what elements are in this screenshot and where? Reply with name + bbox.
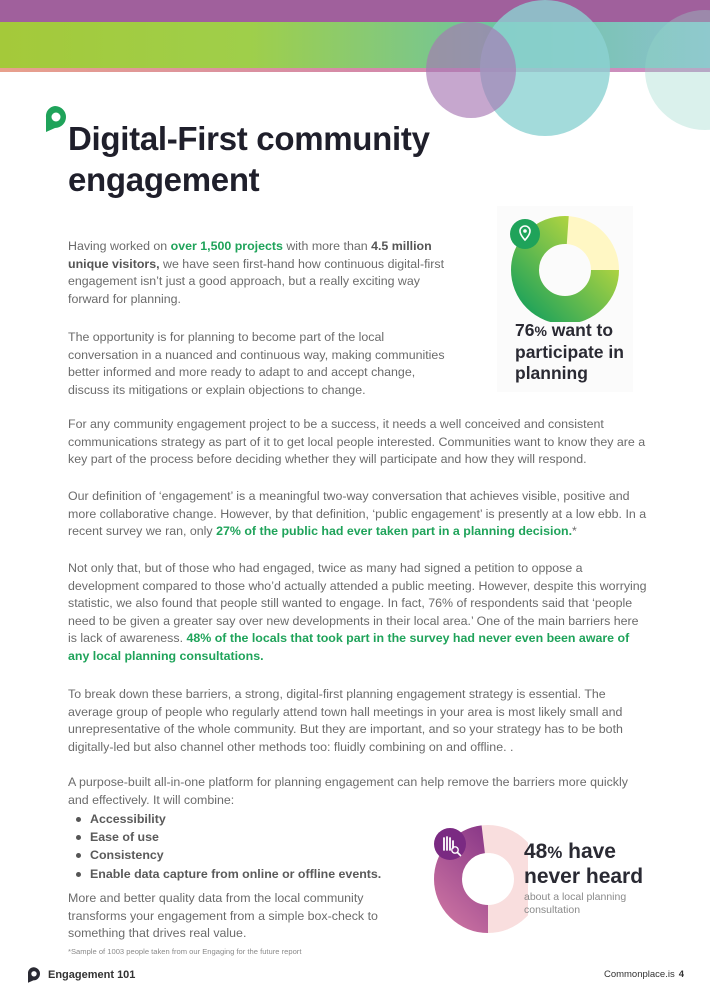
platform-paragraph: A purpose-built all-in-one platform for planning engagement can help remove the barriers more quickly and effectively. It will combine:: [68, 775, 628, 807]
location-pin-dot: [523, 229, 527, 233]
data-quality-paragraph: More and better quality data from the local community transforms your engagement from a simple box-check to something that drives real value.: [68, 891, 378, 941]
barriers-paragraph: To break down these barriers, a strong, digital-first planning engagement strategy is essential. The average group of people who regularly attend town hall meetings in your area is most likely small and unrepresentative of the whole community. But they are important, and so your strategy has to be both digitally-led but also channel other methods too: fluidly combining on and offline. .: [68, 687, 623, 754]
definition-paragraph: Our definition of ‘engagement’ is a meaningful two-way conversation that achieves visible, positive and more collaborative change. However, by that definition, ‘public engagement’ is presently at a low ebb. In a recent survey we ran, only 27% of the public had ever taken part in a planning decision.*: [68, 489, 647, 539]
participate-donut-chart: [505, 210, 625, 322]
commonplace-pin-icon: [26, 966, 42, 984]
stat-never-heard-text: 48% have never heard: [524, 840, 644, 888]
benefits-list: [74, 810, 381, 883]
stat-card-participate: [497, 206, 633, 392]
footer-site: [604, 969, 684, 980]
footer-label: Engagement 101: [48, 969, 136, 981]
badge-circle: [510, 219, 540, 249]
intro-paragraph: Having worked on over 1,500 projects with more than 4.5 million unique visitors, we have seen first-hand how continuous digital-first engagement isn’t just a good approach, but a really exciting way forward for planning.: [68, 239, 445, 306]
survey-paragraph: Not only that, but of those who had engaged, twice as many had signed a petition to oppose a development compared to those who’d actually attended a public meeting. However, despite this worrying statistic, we also found that people still wanted to engage. In fact, 76% of respondents said that ‘people need to be given a greater say over new developments in their local area.’ One of the main barriers here is lack of awareness. 48% of the locals that took part in the survey had never even been aware of any local planning consultations.: [68, 561, 647, 663]
opportunity-paragraph: The opportunity is for planning to become part of the local conversation in a nuanced and continuous way, making communities better informed and more ready to adapt to and accept change, discuss its mitigations or explain objections to change.: [68, 330, 445, 397]
decor-circle-purple: [426, 22, 516, 118]
list-item: Enable data capture from online or offline events.: [74, 865, 381, 883]
footer-brand: [26, 966, 135, 984]
footnote: *Sample of 1003 people taken from our Engaging for the future report: [68, 947, 302, 956]
never-heard-donut-chart: [428, 824, 528, 936]
strategy-paragraph: For any community engagement project to be a success, it needs a well conceived and consistent communications strategy as part of it to get local people interested. Communities want to know they are a key part of the process before deciding whether they will participate and how they will respond.: [68, 417, 646, 467]
list-item: Ease of use: [74, 828, 381, 846]
commonplace-pin-icon: [43, 104, 69, 134]
stat-participate-text: 76% want to participate in planning: [515, 320, 624, 383]
page-number: 4: [678, 969, 684, 980]
list-item: Accessibility: [74, 810, 381, 828]
page-title: Digital-First community engagement: [68, 120, 430, 198]
stat-never-heard-caption: about a local planning consultation: [524, 891, 627, 916]
footer-site-name: Commonplace.is: [603, 969, 675, 980]
list-item: Consistency: [74, 846, 381, 864]
header-band-purple: [0, 0, 710, 22]
